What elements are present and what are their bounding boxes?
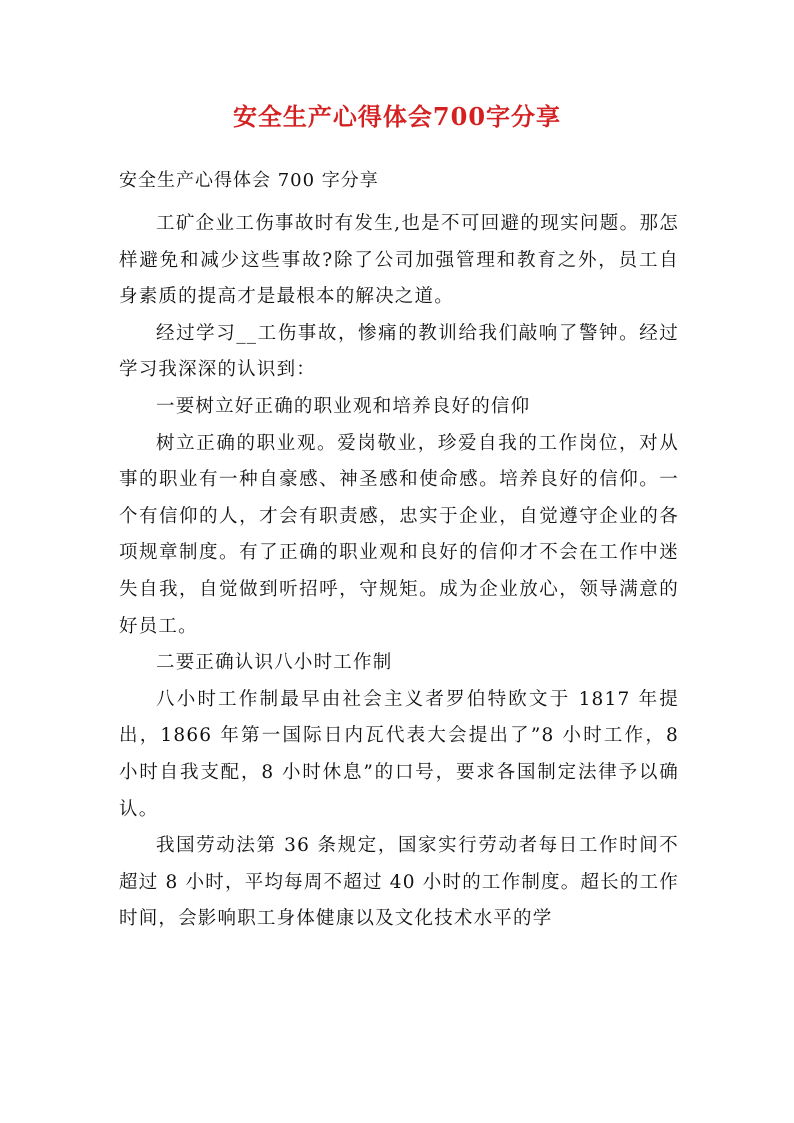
paragraph-5: 我国劳动法第 36 条规定，国家实行劳动者每日工作时间不超过 8 小时，平均每周不超过 40 小时的工作制度。超长的工作时间，会影响职工身体健康以及文化技术水平的学 xyxy=(119,835,679,930)
paragraph-3: 树立正确的职业观。爱岗敬业，珍爱自我的工作岗位，对从事的职业有一种自豪感、神圣感和使命感。培养良好的信仰。一个有信仰的人，才会有职责感，忠实于企业，自觉遵守企业的各项规章制度。有了正确的职业观和良好的信仰才不会在工作中迷失自我，自觉做到听招呼，守规矩。成为企业放心，领导满意的好员工。 xyxy=(119,432,679,637)
section-heading-1: 一要树立好正确的职业观和培养良好的信仰 xyxy=(156,395,531,417)
document-subtitle: 安全生产心得体会 700 字分享 xyxy=(119,170,379,191)
document-body xyxy=(119,206,679,938)
paragraph-1: 工矿企业工伤事故时有发生,也是不可回避的现实问题。那怎样避免和减少这些事故?除了公司加强管理和教育之外，员工自身素质的提高才是最根本的解决之道。 xyxy=(119,213,679,308)
paragraph-2: 经过学习__工伤事故，惨痛的教训给我们敲响了警钟。经过学习我深深的认识到： xyxy=(119,322,679,381)
section-heading-2: 二要正确认识八小时工作制 xyxy=(156,652,393,674)
paragraph-4: 八小时工作制最早由社会主义者罗伯特欧文于 1817 年提出，1866 年第一国际日内瓦代表大会提出了”8 小时工作，8 小时自我支配，8 小时休息”的口号，要求各国制定法律予以确认。 xyxy=(119,688,679,820)
document-title: 安全生产心得体会700字分享 xyxy=(232,102,562,131)
